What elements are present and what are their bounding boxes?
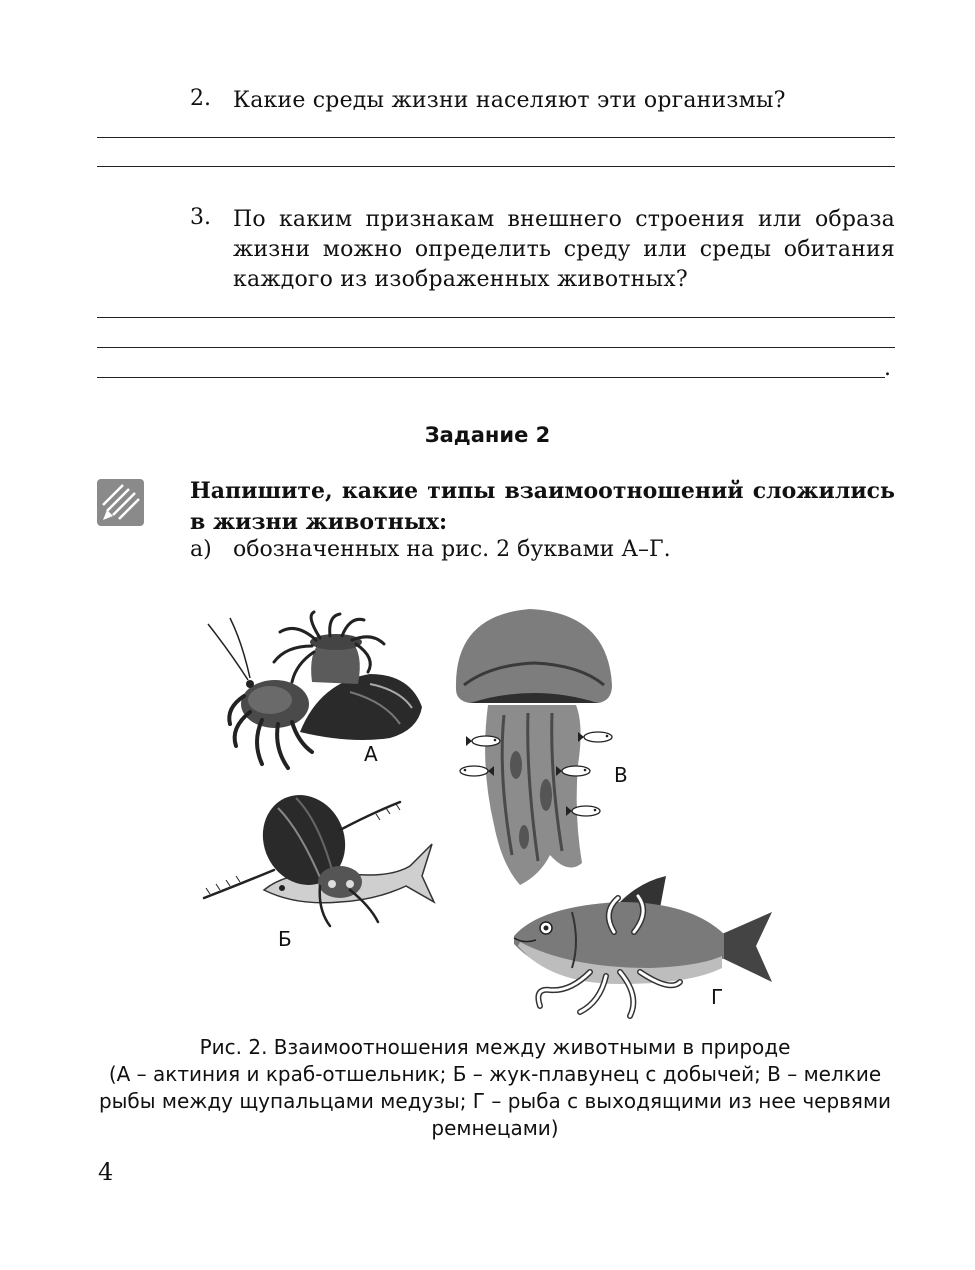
caption-line: ремнецами) [431,1116,559,1140]
question-3-number: 3. [190,205,211,230]
small-fish [556,764,594,778]
sub-item-text: обозначенных на рис. 2 буквами А–Г. [233,537,671,562]
figure-caption [95,1034,895,1142]
figure-a-crab-anemone [200,612,425,772]
question-3-text: По каким признакам внешнего строения или образа жизни можно определить среду или среды обитания каждого из изображенных животных? [233,207,895,292]
answer-line[interactable] [97,317,895,318]
small-fish [466,734,504,748]
small-fish [566,804,604,818]
small-fish [456,764,494,778]
question-2-number: 2. [190,86,211,111]
answer-line[interactable] [97,137,895,138]
figure-b-beetle-fish [200,790,435,930]
page-number: 4 [98,1158,114,1186]
small-fish [578,730,616,744]
answer-line[interactable] [97,347,895,348]
caption-line: (А – актиния и краб-отшельник; Б – жук-плавунец с добычей; В – мелкие [108,1062,882,1086]
figure-label-v: В [614,763,628,787]
answer-line[interactable] [97,377,885,378]
task-heading: Задание 2 [424,423,551,447]
pencil-icon [97,479,144,526]
figure-g-fish-worms [510,872,775,1022]
caption-line: рыбы между щупальцами медузы; Г – рыба с выходящими из нее червями [98,1089,892,1113]
figure-label-g: Г [711,985,724,1009]
answer-end-period: . [884,356,891,381]
figure-label-b: Б [278,927,292,951]
figure-label-a: А [364,742,378,766]
question-2-text: Какие среды жизни населяют эти организмы? [233,88,786,113]
sub-item-marker: а) [190,537,212,562]
answer-line[interactable] [97,166,895,167]
caption-line: Рис. 2. Взаимоотношения между животными в природе [199,1035,791,1059]
task-instruction: Напишите, какие типы взаимоотношений сложились в жизни животных: [190,478,895,535]
